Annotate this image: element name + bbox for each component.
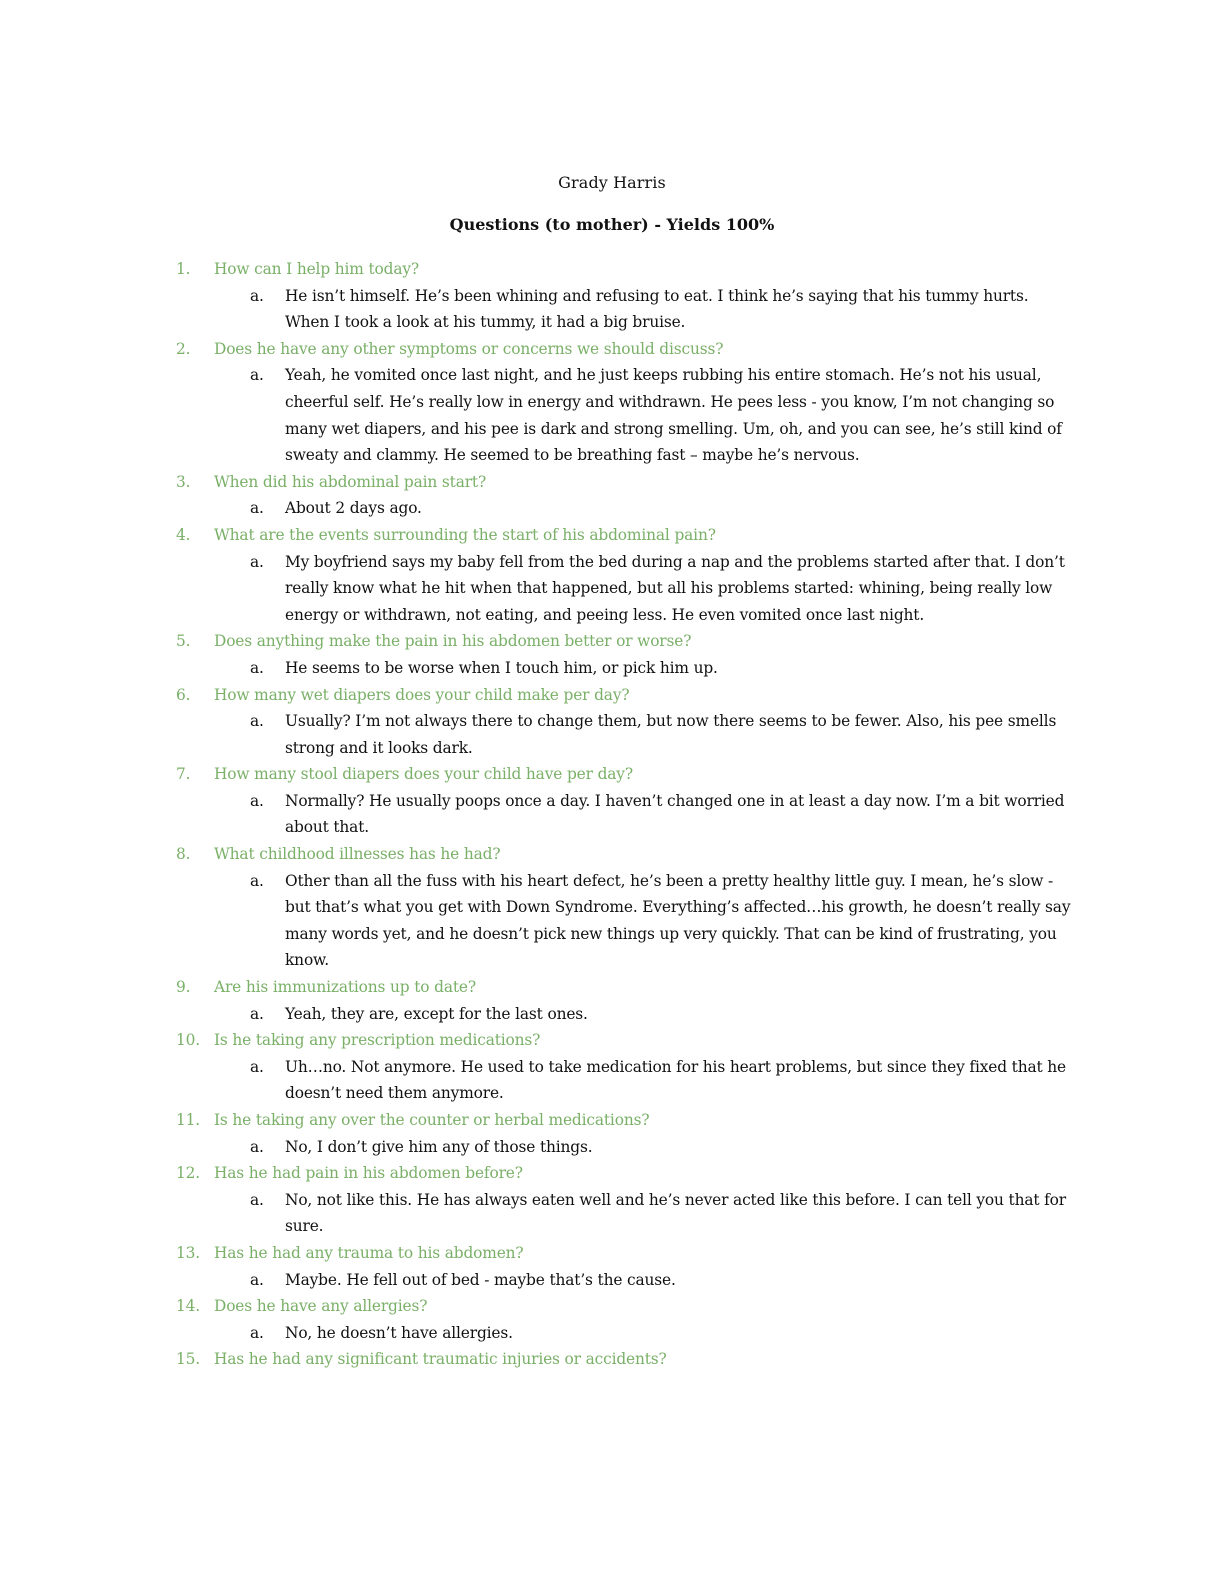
question-number: 12. bbox=[176, 1164, 201, 1183]
question-number: 6. bbox=[176, 685, 191, 704]
question-item bbox=[176, 336, 1076, 469]
question-number: 9. bbox=[176, 978, 191, 997]
question-number: 13. bbox=[176, 1243, 201, 1262]
answer-row bbox=[176, 362, 1076, 468]
question-text: Are his immunizations up to date? bbox=[214, 978, 476, 997]
question-text: What childhood illnesses has he had? bbox=[214, 845, 501, 864]
answer-text: Normally? He usually poops once a day. I haven’t changed one in at least a day now. I’m a bit worried about that. bbox=[285, 791, 1065, 837]
answer-text: He isn’t himself. He’s been whining and refusing to eat. I think he’s saying that his tummy hurts. When I took a look at his tummy, it had a big bruise. bbox=[285, 286, 1029, 332]
question-item bbox=[176, 1160, 1076, 1240]
answer-letter: a. bbox=[250, 366, 264, 385]
question-item bbox=[176, 1346, 1076, 1373]
question-row bbox=[176, 761, 1076, 788]
question-text: How can I help him today? bbox=[214, 260, 420, 278]
question-row bbox=[176, 1240, 1076, 1267]
question-item bbox=[176, 761, 1076, 841]
question-number: 3. bbox=[176, 472, 191, 491]
answer-letter: a. bbox=[250, 871, 264, 890]
question-item bbox=[176, 1240, 1076, 1293]
answer-text: No, he doesn’t have allergies. bbox=[285, 1323, 513, 1342]
question-item bbox=[176, 256, 1076, 336]
answer-row bbox=[176, 549, 1076, 629]
question-text: Has he had pain in his abdomen before? bbox=[214, 1164, 523, 1183]
question-item bbox=[176, 1107, 1076, 1160]
answer-text: Uh…no. Not anymore. He used to take medication for his heart problems, but since they fixed that he doesn’t need them anymore. bbox=[285, 1057, 1066, 1103]
answer-letter: a. bbox=[250, 499, 264, 518]
question-text: How many stool diapers does your child have per day? bbox=[214, 765, 633, 784]
question-row bbox=[176, 1027, 1076, 1054]
answer-letter: a. bbox=[250, 286, 264, 305]
answer-row bbox=[176, 868, 1076, 974]
question-row bbox=[176, 469, 1076, 496]
answer-row bbox=[176, 1001, 1076, 1028]
answer-text: Usually? I’m not always there to change them, but now there seems to be fewer. Also, his pee smells strong and it looks dark. bbox=[285, 712, 1057, 757]
question-text: Is he taking any over the counter or herbal medications? bbox=[214, 1111, 650, 1129]
answer-row bbox=[176, 1187, 1076, 1240]
answer-letter: a. bbox=[250, 1270, 264, 1289]
answer-letter: a. bbox=[250, 1323, 264, 1342]
answer-row bbox=[176, 1267, 1076, 1294]
document-title: Grady Harris bbox=[558, 173, 666, 192]
question-item bbox=[176, 974, 1076, 1027]
answer-row bbox=[176, 655, 1076, 682]
question-row bbox=[176, 256, 1076, 283]
answer-letter: a. bbox=[250, 1004, 264, 1023]
document-subtitle: Questions (to mother) - Yields 100% bbox=[449, 215, 775, 234]
answer-letter: a. bbox=[250, 791, 264, 810]
answer-letter: a. bbox=[250, 1137, 264, 1156]
question-number: 10. bbox=[176, 1031, 201, 1050]
question-number: 2. bbox=[176, 339, 191, 358]
question-number: 15. bbox=[176, 1350, 201, 1369]
question-row bbox=[176, 841, 1076, 868]
question-number: 7. bbox=[176, 765, 191, 784]
question-row bbox=[176, 522, 1076, 549]
question-row bbox=[176, 336, 1076, 363]
question-row bbox=[176, 682, 1076, 709]
question-number: 11. bbox=[176, 1111, 201, 1129]
question-item bbox=[176, 1027, 1076, 1107]
answer-text: Yeah, they are, except for the last ones. bbox=[285, 1004, 588, 1023]
question-text: Does he have any allergies? bbox=[214, 1297, 428, 1316]
question-text: Has he had any significant traumatic injuries or accidents? bbox=[214, 1350, 667, 1369]
question-row bbox=[176, 1107, 1076, 1134]
answer-text: Other than all the fuss with his heart defect, he’s been a pretty healthy little guy. I mean, he’s slow - but that’s what you get with Down Syndrome. Everything’s affected…his growth, he doesn’t really say many words yet, and he doesn’t pick new things up very quickly. That can be kind of frustrating, you know. bbox=[285, 871, 1071, 970]
question-list bbox=[176, 256, 1076, 1373]
question-row bbox=[176, 974, 1076, 1001]
question-text: Has he had any trauma to his abdomen? bbox=[214, 1243, 524, 1262]
answer-text: About 2 days ago. bbox=[285, 499, 422, 518]
question-number: 8. bbox=[176, 845, 191, 864]
answer-row bbox=[176, 495, 1076, 522]
question-text: Does anything make the pain in his abdomen better or worse? bbox=[214, 632, 692, 651]
question-item bbox=[176, 682, 1076, 762]
question-item bbox=[176, 841, 1076, 974]
question-item bbox=[176, 628, 1076, 681]
answer-row bbox=[176, 283, 1076, 336]
question-text: What are the events surrounding the start of his abdominal pain? bbox=[214, 525, 716, 544]
question-number: 4. bbox=[176, 525, 191, 544]
question-number: 14. bbox=[176, 1297, 201, 1316]
question-item bbox=[176, 522, 1076, 628]
answer-row bbox=[176, 1054, 1076, 1107]
answer-letter: a. bbox=[250, 712, 264, 731]
answer-row bbox=[176, 1134, 1076, 1161]
answer-text: Maybe. He fell out of bed - maybe that’s the cause. bbox=[285, 1270, 676, 1289]
question-item bbox=[176, 469, 1076, 522]
question-row bbox=[176, 1293, 1076, 1320]
question-text: Does he have any other symptoms or concerns we should discuss? bbox=[214, 339, 724, 358]
answer-letter: a. bbox=[250, 1190, 264, 1209]
answer-text: No, not like this. He has always eaten well and he’s never acted like this before. I can tell you that for sure. bbox=[285, 1190, 1067, 1236]
question-row bbox=[176, 628, 1076, 655]
question-text: How many wet diapers does your child make per day? bbox=[214, 685, 630, 704]
question-text: Is he taking any prescription medications? bbox=[214, 1031, 541, 1050]
question-row bbox=[176, 1346, 1076, 1373]
answer-text: My boyfriend says my baby fell from the bed during a nap and the problems started after that. I don’t really know what he hit when that happened, but all his problems started: whining, being really low energy or withdrawn, not eating, and peeing less. He even vomited once last night. bbox=[285, 552, 1065, 624]
answer-text: He seems to be worse when I touch him, or pick him up. bbox=[285, 658, 718, 677]
answer-text: No, I don’t give him any of those things. bbox=[285, 1137, 593, 1156]
question-number: 5. bbox=[176, 632, 191, 651]
question-number: 1. bbox=[176, 260, 191, 278]
answer-row bbox=[176, 708, 1076, 761]
answer-row bbox=[176, 788, 1076, 841]
answer-letter: a. bbox=[250, 1057, 264, 1076]
answer-row bbox=[176, 1320, 1076, 1347]
answer-text: Yeah, he vomited once last night, and he just keeps rubbing his entire stomach. He’s not his usual, cheerful self. He’s really low in energy and withdrawn. He pees less - you know, I’m not changing so many wet diapers, and his pee is dark and strong smelling. Um, oh, and you can see, he’s still kind of sweaty and clammy. He seemed to be breathing fast – maybe he’s nervous. bbox=[285, 366, 1062, 465]
question-item bbox=[176, 1293, 1076, 1346]
question-text: When did his abdominal pain start? bbox=[214, 472, 487, 491]
question-row bbox=[176, 1160, 1076, 1187]
answer-letter: a. bbox=[250, 552, 264, 571]
answer-letter: a. bbox=[250, 658, 264, 677]
